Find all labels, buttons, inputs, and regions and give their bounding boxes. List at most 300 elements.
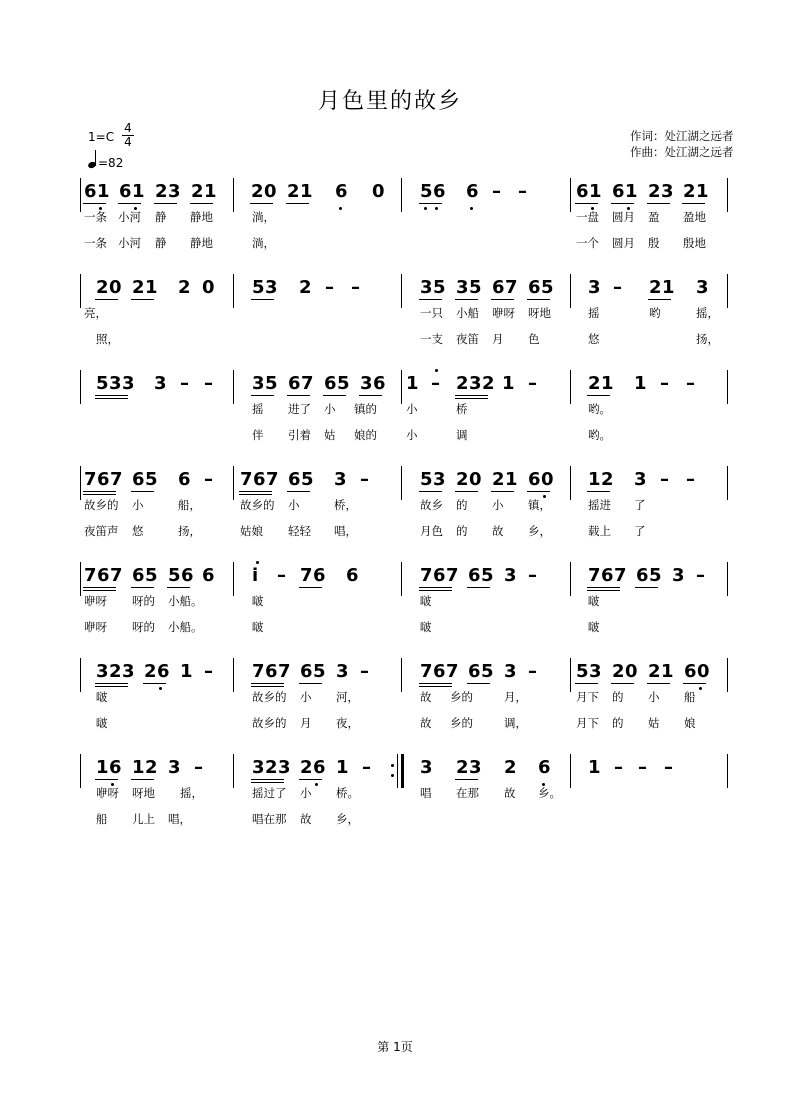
bar-line (401, 178, 402, 212)
note: 1 (588, 757, 602, 778)
bar-line (401, 370, 402, 404)
note: 21 (649, 277, 676, 298)
bar-line (80, 274, 81, 308)
score-system (0, 276, 790, 356)
lyric-verse-2: 啵 (420, 620, 432, 634)
underline (95, 398, 128, 399)
note: 0 (372, 181, 386, 202)
note: 65 (324, 373, 351, 394)
underline (527, 491, 550, 492)
lyric-verse-1: 盈 (648, 210, 660, 224)
bar-line (570, 658, 571, 692)
bar-line (233, 274, 234, 308)
lyric-verse-1: 进了 (288, 402, 311, 416)
note: – (528, 565, 538, 586)
repeat-dot (391, 774, 394, 777)
note: 65 (132, 565, 159, 586)
bar-line (570, 178, 571, 212)
note: 56 (420, 181, 447, 202)
lyric-verse-1: 小 (648, 690, 660, 704)
note: 16 (96, 757, 123, 778)
lyric-verse-1: 乡的 (450, 690, 473, 704)
underline (286, 203, 309, 204)
lyric-verse-1: 月， (504, 690, 527, 704)
underline (83, 587, 116, 588)
lyric-verse-2: 殷地 (683, 236, 706, 250)
underline (587, 590, 620, 591)
lyric-verse-2: 一条 (84, 236, 107, 250)
quarter-note-icon (88, 150, 98, 170)
lyric-verse-1: 一只 (420, 306, 443, 320)
lyric-verse-2: 照， (96, 332, 119, 346)
lyricist-credit: 作词：处江湖之远者 (630, 129, 734, 143)
note: 56 (168, 565, 195, 586)
note: 2 (504, 757, 518, 778)
lyric-verse-1: 小 (324, 402, 336, 416)
bar-line (80, 754, 81, 788)
lyric-verse-1: 镇的 (354, 402, 377, 416)
underline (587, 587, 620, 588)
note: 65 (468, 565, 495, 586)
underline (83, 203, 106, 204)
note: 2 (178, 277, 192, 298)
underline (131, 587, 154, 588)
bar-line (80, 370, 81, 404)
lyric-verse-2: 引着 (288, 428, 311, 442)
lyric-verse-2: 月 (492, 332, 504, 346)
lyric-verse-1: 哟。 (588, 402, 611, 416)
note: 35 (456, 277, 483, 298)
credits (630, 128, 734, 160)
lyric-verse-1: 呀地 (528, 306, 551, 320)
lyric-verse-2: 哟。 (588, 428, 611, 442)
underline (239, 494, 272, 495)
underline (154, 203, 177, 204)
note: 20 (251, 181, 278, 202)
note: 53 (420, 469, 447, 490)
octave-dot (339, 207, 342, 210)
note: 3 (154, 373, 168, 394)
note: 61 (119, 181, 146, 202)
note: 12 (132, 757, 159, 778)
note: 21 (287, 181, 314, 202)
note: 767 (84, 469, 124, 490)
lyric-verse-1: 摇， (696, 306, 719, 320)
lyric-verse-2: 扬， (696, 332, 719, 346)
note: 767 (420, 661, 460, 682)
underline (131, 779, 154, 780)
lyric-verse-1: 呀地 (132, 786, 155, 800)
underline (455, 779, 478, 780)
note: 60 (528, 469, 555, 490)
page-number: 第 1页 (377, 1040, 413, 1054)
lyric-verse-1: 淌， (252, 210, 275, 224)
note: 67 (288, 373, 315, 394)
note: – (686, 373, 696, 394)
lyric-verse-1: 乡。 (538, 786, 561, 800)
underline (323, 395, 346, 396)
underline (251, 299, 274, 300)
note: – (660, 469, 670, 490)
bar-line (727, 274, 728, 308)
octave-dot (435, 207, 438, 210)
lyric-verse-1: 呀的 (132, 594, 155, 608)
note: – (528, 373, 538, 394)
lyric-verse-2: 的 (456, 524, 468, 538)
note: 65 (300, 661, 327, 682)
octave-dot (424, 207, 427, 210)
note: 323 (96, 661, 136, 682)
composer-credit: 作曲：处江湖之远者 (630, 145, 734, 159)
underline (455, 395, 488, 396)
note: 3 (168, 757, 182, 778)
underline (83, 491, 116, 492)
lyric-verse-2: 故 (420, 716, 432, 730)
lyric-verse-1: 故乡的 (252, 690, 287, 704)
lyric-verse-2: 扬， (178, 524, 201, 538)
underline (587, 395, 610, 396)
note: – (180, 373, 190, 394)
underline (251, 782, 284, 783)
underline (95, 686, 128, 687)
note: 65 (528, 277, 555, 298)
lyric-verse-1: 故乡 (420, 498, 443, 512)
bar-line (80, 658, 81, 692)
note: – (660, 373, 670, 394)
bar-line (233, 178, 234, 212)
note: 26 (300, 757, 327, 778)
note: – (194, 757, 204, 778)
underline (251, 779, 284, 780)
bar-line (727, 754, 728, 788)
score-system (0, 660, 790, 740)
bar-line (570, 754, 571, 788)
underline (250, 203, 273, 204)
lyric-verse-1: 故 (504, 786, 516, 800)
underline (575, 683, 598, 684)
underline (682, 203, 705, 204)
note: 1 (634, 373, 648, 394)
lyric-verse-1: 的 (612, 690, 624, 704)
octave-dot (470, 207, 473, 210)
bar-line (401, 658, 402, 692)
underline (287, 491, 310, 492)
note: 6 (346, 565, 360, 586)
note: – (518, 181, 528, 202)
lyric-verse-1: 月下 (576, 690, 599, 704)
note: 60 (684, 661, 711, 682)
underline (611, 683, 634, 684)
lyric-verse-2: 乡的 (450, 716, 473, 730)
lyric-verse-2: 故 (300, 812, 312, 826)
note: 65 (132, 469, 159, 490)
lyric-verse-1: 静 (155, 210, 167, 224)
note: 3 (588, 277, 602, 298)
note: 6 (178, 469, 192, 490)
lyric-verse-2: 月下 (576, 716, 599, 730)
note: 6 (466, 181, 480, 202)
lyric-verse-2: 色 (528, 332, 540, 346)
lyric-verse-2: 一个 (576, 236, 599, 250)
lyric-verse-2: 咿呀 (84, 620, 107, 634)
lyric-verse-1: 小 (300, 786, 312, 800)
bar-line (727, 562, 728, 596)
underline (131, 491, 154, 492)
lyric-verse-1: 桥， (334, 498, 357, 512)
note: 1 (502, 373, 516, 394)
note: i (252, 565, 259, 586)
underline (95, 299, 118, 300)
lyric-verse-1: 故乡的 (84, 498, 119, 512)
underline (299, 683, 322, 684)
note: 21 (191, 181, 218, 202)
note: 767 (588, 565, 628, 586)
lyric-verse-2: 载上 (588, 524, 611, 538)
underline (83, 590, 116, 591)
underline (359, 395, 382, 396)
lyric-verse-1: 河， (336, 690, 359, 704)
score-system (0, 468, 790, 548)
key-signature: 1=C (88, 130, 115, 144)
note: 6 (538, 757, 552, 778)
octave-dot (256, 561, 259, 564)
note: 21 (132, 277, 159, 298)
underline (647, 683, 670, 684)
underline (455, 299, 478, 300)
underline (419, 203, 442, 204)
lyric-verse-1: 小 (300, 690, 312, 704)
lyric-verse-1: 小 (288, 498, 300, 512)
note: 12 (588, 469, 615, 490)
note: 61 (576, 181, 603, 202)
note: 3 (420, 757, 434, 778)
lyric-verse-1: 咿呀 (96, 786, 119, 800)
lyric-verse-1: 亮， (84, 306, 107, 320)
lyric-verse-2: 儿上 (132, 812, 155, 826)
bar-line (401, 562, 402, 596)
lyric-verse-1: 了 (634, 498, 646, 512)
bar-line (727, 370, 728, 404)
note: – (204, 661, 214, 682)
bar-line (401, 274, 402, 308)
note: 533 (96, 373, 136, 394)
score-system (0, 180, 790, 260)
lyric-verse-1: 静地 (190, 210, 213, 224)
underline (251, 395, 274, 396)
underline (95, 683, 128, 684)
lyric-verse-1: 镇， (528, 498, 551, 512)
tempo-value: =82 (98, 156, 124, 170)
lyric-verse-2: 小船。 (168, 620, 203, 634)
note: 36 (360, 373, 387, 394)
underline (419, 683, 452, 684)
note: – (614, 757, 624, 778)
lyric-verse-2: 唱， (334, 524, 357, 538)
underline (611, 203, 634, 204)
lyric-verse-1: 摇进 (588, 498, 611, 512)
note: 767 (240, 469, 280, 490)
underline (647, 203, 670, 204)
lyric-verse-2: 乡， (528, 524, 551, 538)
lyric-verse-2: 静地 (190, 236, 213, 250)
note: 35 (420, 277, 447, 298)
underline (648, 299, 671, 300)
note: – (204, 373, 214, 394)
lyric-verse-1: 小河 (118, 210, 141, 224)
underline (635, 587, 658, 588)
lyric-verse-1: 哟 (649, 306, 661, 320)
bar-line (727, 466, 728, 500)
note: 767 (420, 565, 460, 586)
note: – (204, 469, 214, 490)
note: 65 (636, 565, 663, 586)
note: 26 (144, 661, 171, 682)
note: – (492, 181, 502, 202)
lyric-verse-1: 摇过了 (252, 786, 287, 800)
octave-dot (315, 783, 318, 786)
bar-line (397, 754, 398, 788)
lyric-verse-2: 淌， (252, 236, 275, 250)
note: 6 (202, 565, 216, 586)
bar-line (401, 466, 402, 500)
note: 67 (492, 277, 519, 298)
lyric-verse-1: 摇， (180, 786, 203, 800)
underline (419, 491, 442, 492)
note: 20 (96, 277, 123, 298)
underline (251, 686, 284, 687)
underline (419, 590, 452, 591)
bar-line (233, 658, 234, 692)
note: 21 (648, 661, 675, 682)
lyric-verse-2: 姑娘 (240, 524, 263, 538)
lyric-verse-1: 摇 (588, 306, 600, 320)
repeat-dot (391, 764, 394, 767)
lyric-verse-1: 小 (492, 498, 504, 512)
lyric-verse-1: 啵 (252, 594, 264, 608)
note: 23 (456, 757, 483, 778)
lyric-verse-2: 月 (300, 716, 312, 730)
score-system (0, 564, 790, 644)
lyric-verse-2: 一支 (420, 332, 443, 346)
lyric-verse-2: 轻轻 (288, 524, 311, 538)
octave-dot (699, 687, 702, 690)
lyric-verse-2: 小河 (118, 236, 141, 250)
note: 3 (504, 565, 518, 586)
lyric-verse-2: 伴 (252, 428, 264, 442)
underline (95, 779, 118, 780)
lyric-verse-2: 调， (504, 716, 527, 730)
underline (83, 494, 116, 495)
lyric-verse-2: 呀的 (132, 620, 155, 634)
note: – (351, 277, 361, 298)
lyric-verse-1: 的 (456, 498, 468, 512)
underline (167, 587, 190, 588)
lyric-verse-1: 故乡的 (240, 498, 275, 512)
note: 23 (648, 181, 675, 202)
underline (299, 587, 322, 588)
octave-dot (159, 687, 162, 690)
lyric-verse-2: 故 (492, 524, 504, 538)
time-signature (122, 122, 134, 149)
underline (455, 398, 488, 399)
note: 0 (202, 277, 216, 298)
note: 1 (336, 757, 350, 778)
underline (419, 299, 442, 300)
note: – (696, 565, 706, 586)
lyric-verse-2: 悠 (132, 524, 144, 538)
bar-line (233, 466, 234, 500)
note: 3 (504, 661, 518, 682)
note: 323 (252, 757, 292, 778)
note: 3 (672, 565, 686, 586)
lyric-verse-1: 小船 (456, 306, 479, 320)
lyric-verse-2: 圆月 (612, 236, 635, 250)
note: 3 (634, 469, 648, 490)
lyric-verse-1: 啵 (420, 594, 432, 608)
lyric-verse-2: 的 (612, 716, 624, 730)
bar-line (727, 178, 728, 212)
note: – (325, 277, 335, 298)
note: 6 (335, 181, 349, 202)
bar-line (570, 466, 571, 500)
bar-line (570, 370, 571, 404)
underline (143, 683, 166, 684)
lyric-verse-1: 啵 (96, 690, 108, 704)
lyric-verse-1: 盈地 (683, 210, 706, 224)
underline (118, 203, 141, 204)
underline (587, 491, 610, 492)
note: – (362, 757, 372, 778)
score-system (0, 756, 790, 836)
lyric-verse-2: 船 (96, 812, 108, 826)
bar-line (570, 562, 571, 596)
octave-dot (435, 369, 438, 372)
note: 20 (612, 661, 639, 682)
lyric-verse-1: 桥。 (336, 786, 359, 800)
lyric-verse-1: 圆月 (612, 210, 635, 224)
lyric-verse-1: 船 (684, 690, 696, 704)
note: 1 (406, 373, 420, 394)
lyric-verse-2: 乡， (336, 812, 359, 826)
note: 61 (612, 181, 639, 202)
tempo-marking (88, 150, 123, 170)
lyric-verse-1: 唱 (420, 786, 432, 800)
time-signature-bottom: 4 (124, 135, 132, 149)
note: 65 (288, 469, 315, 490)
note: 21 (683, 181, 710, 202)
underline (190, 203, 213, 204)
note: 767 (252, 661, 292, 682)
note: – (431, 373, 441, 394)
lyric-verse-2: 小 (406, 428, 418, 442)
lyric-verse-2: 唱， (168, 812, 191, 826)
lyric-verse-1: 一条 (84, 210, 107, 224)
note: – (638, 757, 648, 778)
underline (527, 299, 550, 300)
lyric-verse-1: 咿呀 (84, 594, 107, 608)
note: – (360, 469, 370, 490)
lyric-verse-2: 月色 (420, 524, 443, 538)
underline (239, 491, 272, 492)
underline (575, 203, 598, 204)
note: – (360, 661, 370, 682)
note: 61 (84, 181, 111, 202)
underline (467, 587, 490, 588)
lyric-verse-1: 小 (406, 402, 418, 416)
underline (419, 686, 452, 687)
note: 65 (468, 661, 495, 682)
bar-line (233, 562, 234, 596)
